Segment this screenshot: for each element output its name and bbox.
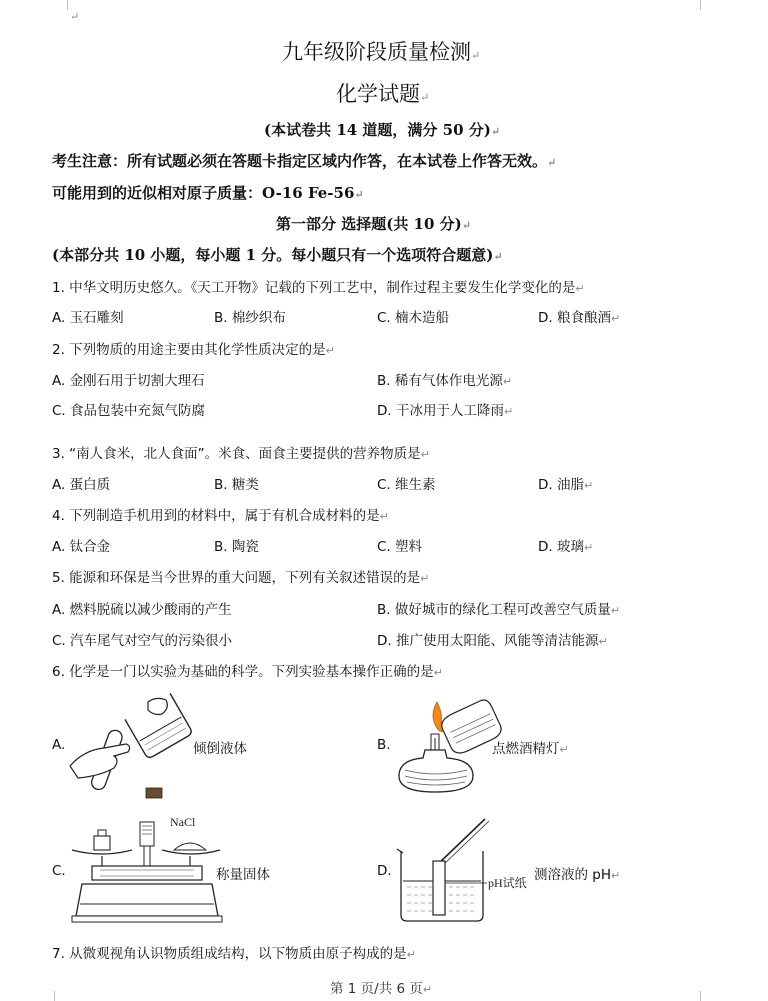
question-1-stem: 1. 中华文明历史悠久。《天工开物》记载的下列工艺中，制作过程主要发生化学变化的是↵ bbox=[52, 280, 585, 296]
figure-a-label: 倾倒液体 bbox=[193, 741, 247, 757]
figure-d-label: 测溶液的 pH↵ bbox=[534, 867, 621, 883]
page-footer: 第 1 页/共 6 页↵ bbox=[330, 981, 433, 997]
question-4-stem: 4. 下列制造手机用到的材料中，属于有机合成材料的是↵ bbox=[52, 508, 389, 524]
question-5-stem: 5. 能源和环保是当今世界的重大问题，下列有关叙述错误的是↵ bbox=[52, 570, 430, 586]
question-4-option-a[interactable]: A. 钛合金 bbox=[52, 539, 111, 555]
question-2-option-b[interactable]: B. 稀有气体作电光源↵ bbox=[377, 373, 513, 389]
exam-scope: (本试卷共 14 道题，满分 50 分)↵ bbox=[264, 121, 501, 139]
question-2-option-c[interactable]: C. 食品包装中充氮气防腐 bbox=[52, 403, 206, 419]
question-4-option-d[interactable]: D. 玻璃↵ bbox=[538, 539, 594, 555]
question-6-stem: 6. 化学是一门以实验为基础的科学。下列实验基本操作正确的是↵ bbox=[52, 664, 443, 680]
question-7-stem: 7. 从微观视角认识物质组成结构，以下物质由原子构成的是↵ bbox=[52, 946, 416, 962]
ph-test-illustration bbox=[395, 815, 535, 927]
question-5-option-d[interactable]: D. 推广使用太阳能、风能等清洁能源↵ bbox=[377, 633, 608, 649]
atomic-mass: 可能用到的近似相对原子质量：O-16 Fe-56↵ bbox=[52, 184, 364, 202]
exam-title: 九年级阶段质量检测↵ bbox=[282, 40, 481, 64]
question-3-option-d[interactable]: D. 油脂↵ bbox=[538, 477, 594, 493]
question-3-option-a[interactable]: A. 蛋白质 bbox=[52, 477, 111, 493]
alcohol-lamp-illustration bbox=[395, 700, 495, 796]
part1-note: (本部分共 10 小题，每小题 1 分。每小题只有一个选项符合题意)↵ bbox=[52, 246, 503, 264]
question-3-stem: 3. “南人食米，北人食面”。米食、面食主要提供的营养物质是↵ bbox=[52, 446, 430, 462]
pouring-liquid-illustration bbox=[70, 690, 195, 802]
balance-illustration bbox=[70, 812, 220, 924]
ph-paper-label: pH试纸 bbox=[488, 876, 527, 890]
question-2-option-d[interactable]: D. 干冰用于人工降雨↵ bbox=[377, 403, 514, 419]
question-2-option-a[interactable]: A. 金刚石用于切割大理石 bbox=[52, 373, 205, 389]
question-3-option-c[interactable]: C. 维生素 bbox=[377, 477, 436, 493]
notice: 考生注意：所有试题必须在答题卡指定区域内作答，在本试卷上作答无效。↵ bbox=[52, 152, 557, 170]
para-mark: ↵ bbox=[70, 10, 80, 23]
figure-b-label: 点燃酒精灯↵ bbox=[492, 741, 569, 757]
subject-title: 化学试题↵ bbox=[336, 82, 430, 106]
question-6-option-a[interactable]: A. bbox=[52, 737, 66, 753]
crop-mark bbox=[700, 0, 701, 10]
question-4-option-c[interactable]: C. 塑料 bbox=[377, 539, 423, 555]
crop-mark bbox=[67, 0, 68, 10]
question-1-option-d[interactable]: D. 粮食酿酒↵ bbox=[538, 310, 621, 326]
question-1-option-b[interactable]: B. 棉纱织布 bbox=[214, 310, 286, 326]
question-6-option-d[interactable]: D. bbox=[377, 863, 392, 879]
crop-mark bbox=[700, 991, 701, 1001]
figure-c-label: 称量固体 bbox=[216, 867, 270, 883]
crop-mark bbox=[54, 991, 55, 1001]
question-5-option-b[interactable]: B. 做好城市的绿化工程可改善空气质量↵ bbox=[377, 602, 621, 618]
part1-title: 第一部分 选择题(共 10 分)↵ bbox=[276, 215, 471, 233]
question-2-stem: 2. 下列物质的用途主要由其化学性质决定的是↵ bbox=[52, 342, 335, 358]
question-6-option-b[interactable]: B. bbox=[377, 737, 391, 753]
nacl-label: NaCl bbox=[170, 815, 196, 829]
question-1-option-a[interactable]: A. 玉石雕刻 bbox=[52, 310, 124, 326]
question-4-option-b[interactable]: B. 陶瓷 bbox=[214, 539, 259, 555]
question-3-option-b[interactable]: B. 糖类 bbox=[214, 477, 259, 493]
question-5-option-a[interactable]: A. 燃料脱硫以减少酸雨的产生 bbox=[52, 602, 232, 618]
question-6-option-c[interactable]: C. bbox=[52, 863, 66, 879]
question-1-option-c[interactable]: C. 楠木造船 bbox=[377, 310, 450, 326]
question-5-option-c[interactable]: C. 汽车尾气对空气的污染很小 bbox=[52, 633, 233, 649]
